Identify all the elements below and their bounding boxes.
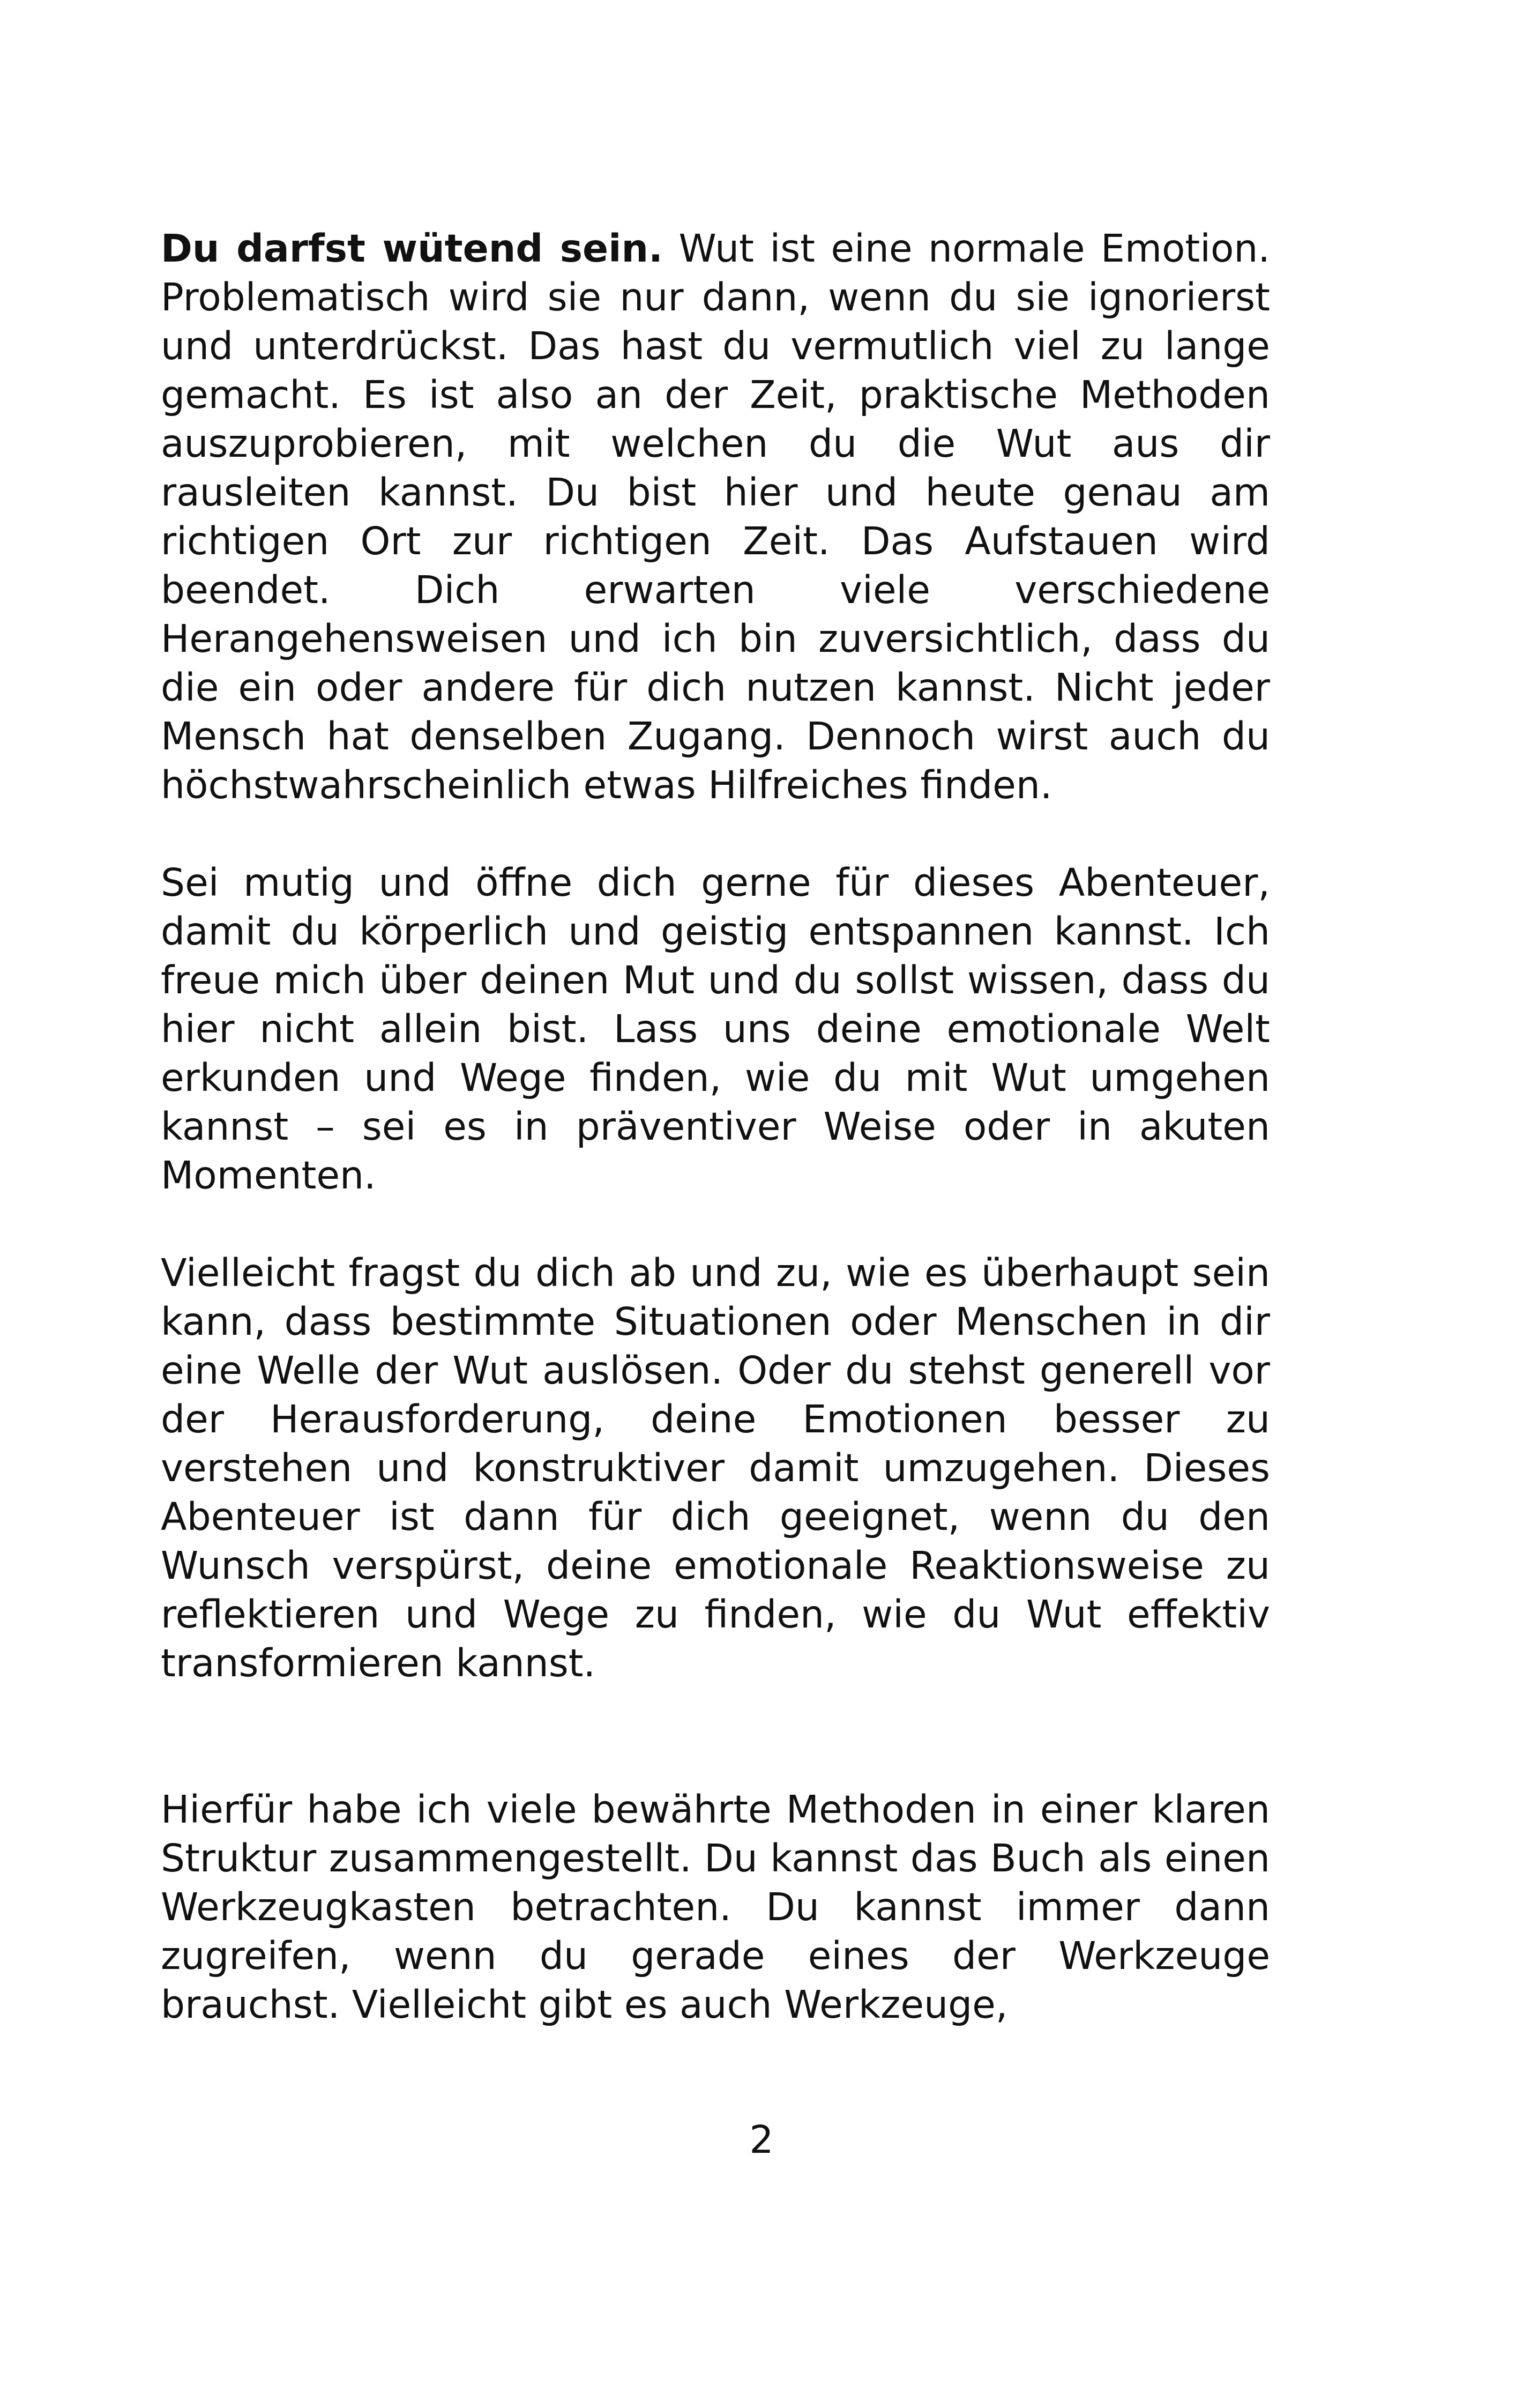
- paragraph-1-text: Wut ist eine normale Emotion. Problematisch wird sie nur dann, wenn du sie ignorierst und unterdrückst. Das hast du vermutlich viel zu lange gemacht. Es ist also an der Zeit, praktische Methoden auszuprobieren, mit welchen du die Wut aus dir rausleiten kannst. Du bist hier und heute genau am richtigen Ort zur richtigen Zeit. Das Aufstauen wird beendet. Dich erwarten viele verschiedene Herangehensweisen und ich bin zuversichtlich, dass du die ein oder andere für dich nutzen kannst. Nicht jeder Mensch hat denselben Zugang. Dennoch wirst auch du höchstwahrscheinlich etwas Hilfreiches finden.: [161, 226, 1270, 807]
- paragraph-1: [161, 224, 1270, 809]
- paragraph-2: Sei mutig und öffne dich gerne für dieses Abenteuer, damit du körperlich und geistig entspannen kannst. Ich freue mich über deinen Mut und du sollst wissen, dass du hier nicht allein bist. Lass uns deine emotionale Welt erkunden und Wege finden, wie du mit Wut umgehen kannst – sei es in präventiver Weise oder in akuten Momenten.: [161, 860, 1270, 1198]
- paragraph-1-lead: Du darfst wütend sein.: [161, 226, 663, 271]
- page-number: 2: [749, 2117, 774, 2162]
- paragraph-3: Vielleicht fragst du dich ab und zu, wie es überhaupt sein kann, dass bestimmte Situationen oder Menschen in dir eine Welle der Wut auslösen. Oder du stehst generell vor der Herausforderung, deine Emotionen besser zu verstehen und konstruktiver damit umzugehen. Dieses Abenteuer ist dann für dich geeignet, wenn du den Wunsch verspürst, deine emotionale Reaktionsweise zu reflektieren und Wege zu finden, wie du Wut effektiv transformieren kannst.: [161, 1251, 1270, 1685]
- body-text: [161, 224, 1270, 2029]
- paragraph-4: Hierfür habe ich viele bewährte Methoden in einer klaren Struktur zusammengestellt. Du kannst das Buch als einen Werkzeugkasten betrachten. Du kannst immer dann zugreifen, wenn du gerade eines der Werkzeuge brauchst. Vielleicht gibt es auch Werkzeuge,: [161, 1787, 1270, 2027]
